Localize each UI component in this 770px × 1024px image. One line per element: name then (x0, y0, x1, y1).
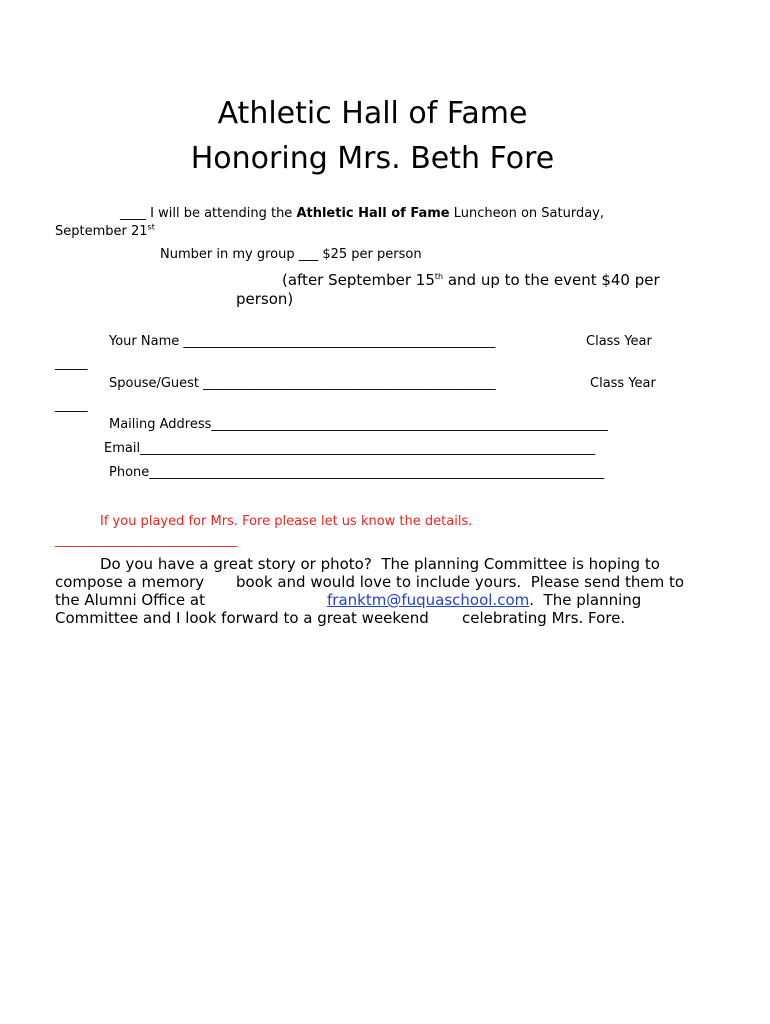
late-price-suffix: th (434, 272, 444, 281)
story-line-4b: celebrating Mrs. Fore. (462, 609, 626, 627)
story-line-2b: book and would love to include yours. Please send them to (236, 573, 685, 591)
late-price-line-2: person) (236, 290, 294, 308)
spouse-guest-field[interactable]: Spouse/Guest _____________________________________________ (109, 376, 496, 391)
attending-date-text: September 21 (55, 224, 148, 239)
story-line-3 (327, 591, 641, 609)
title-line-1: Athletic Hall of Fame (217, 96, 528, 131)
your-name-field[interactable]: Your Name ________________________________________________ (109, 334, 496, 349)
mailing-address-field[interactable]: Mailing Address_____________________________________________________________ (109, 417, 608, 432)
group-count-line[interactable]: Number in my group ___ $25 per person (160, 247, 422, 262)
attending-date (55, 224, 155, 240)
attending-date-suffix: st (147, 222, 155, 232)
class-year-field-2[interactable]: _____ (55, 398, 88, 413)
story-line-3b: . The planning (529, 591, 642, 609)
story-line-4a: Committee and I look forward to a great weekend (55, 609, 429, 627)
email-field[interactable]: Email______________________________________________________________________ (104, 441, 596, 456)
played-for-note: If you played for Mrs. Fore please let us know the details. (100, 514, 473, 529)
attending-text-before: I will be attending the (146, 206, 297, 221)
story-line-1: Do you have a great story or photo? The planning Committee is hoping to (100, 555, 660, 573)
attending-blank[interactable]: ____ (120, 206, 146, 221)
story-line-2a: compose a memory (55, 573, 205, 591)
late-price-text-before: (after September 15 (282, 271, 435, 289)
story-line-3a: the Alumni Office at (55, 591, 205, 609)
class-year-field-1[interactable]: _____ (55, 356, 88, 371)
class-year-label-1: Class Year (586, 334, 652, 349)
late-price-line (282, 271, 660, 289)
phone-field[interactable]: Phone______________________________________________________________________ (109, 465, 605, 480)
class-year-label-2: Class Year (590, 376, 656, 391)
late-price-text-after: and up to the event $40 per (443, 271, 660, 289)
attending-event-name: Athletic Hall of Fame (296, 206, 450, 221)
alumni-email-link[interactable]: franktm@fuquaschool.com (327, 591, 530, 609)
attending-text-after: Luncheon on Saturday, (449, 206, 604, 221)
attending-line (120, 206, 604, 222)
played-for-details-field[interactable]: ____________________________ (55, 533, 237, 548)
title-line-2: Honoring Mrs. Beth Fore (190, 141, 555, 176)
